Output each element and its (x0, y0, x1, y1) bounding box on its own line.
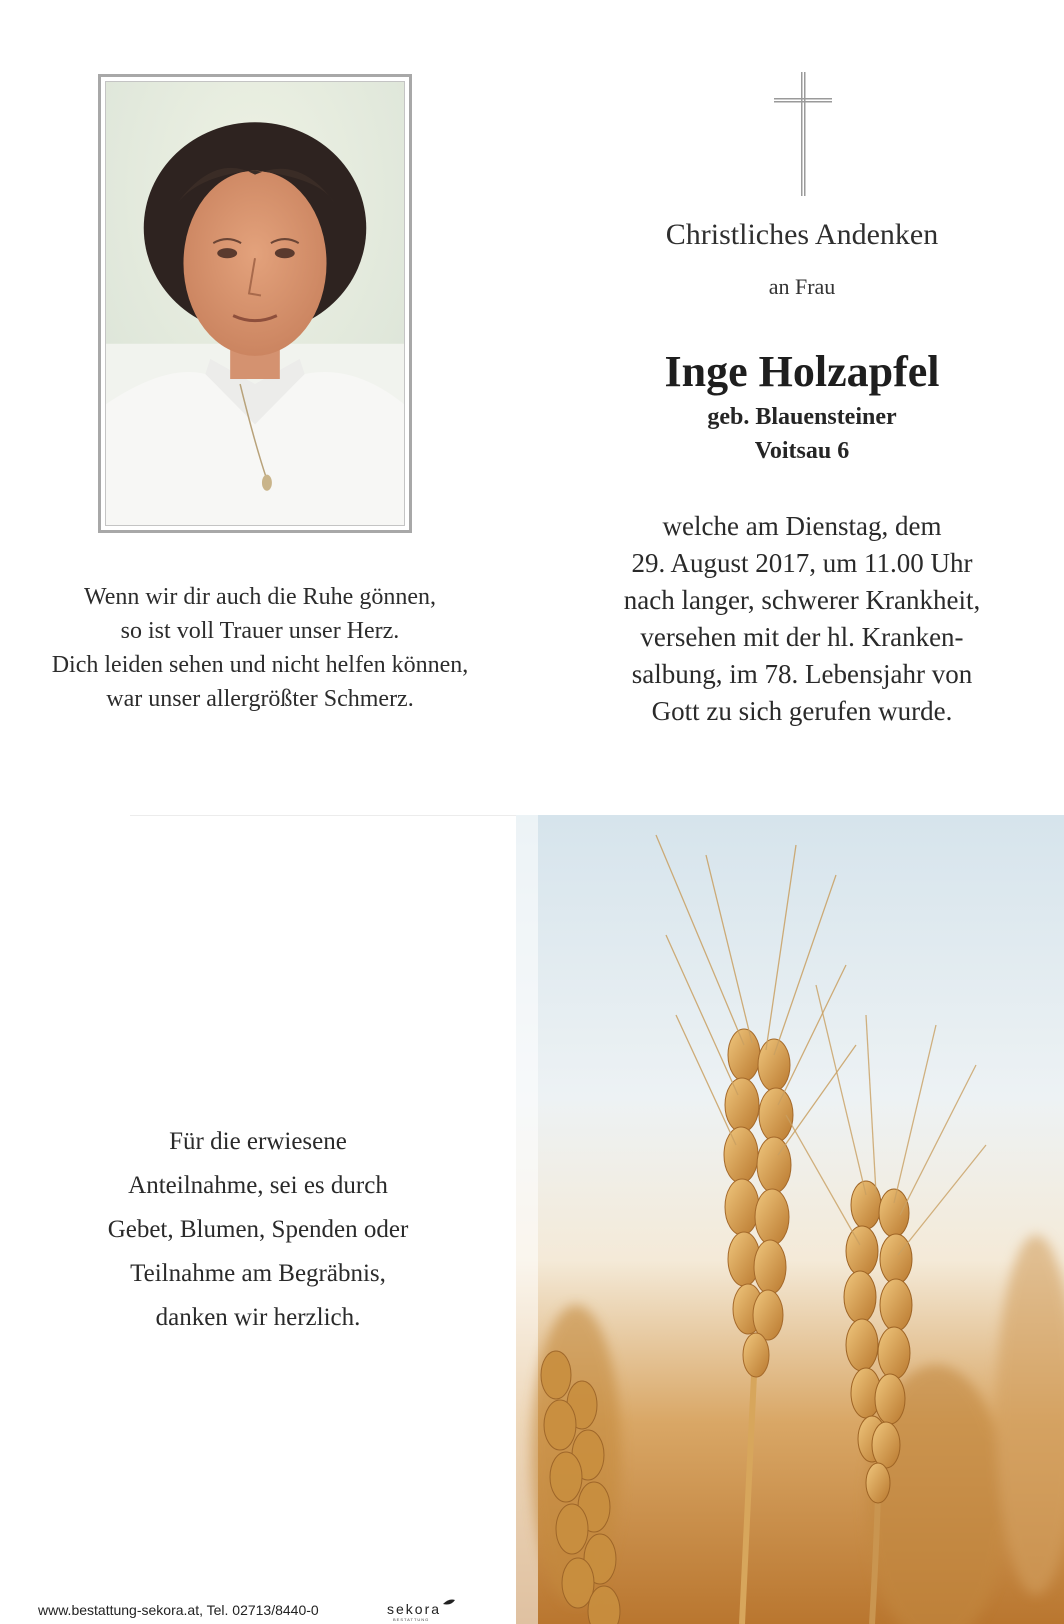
poem-line: war unser allergrößter Schmerz. (106, 686, 414, 712)
notice-line: welche am Dienstag, dem (662, 511, 942, 541)
leaf-icon (443, 1600, 455, 1605)
card-back-right (516, 815, 1064, 1624)
card-front-right (540, 0, 1064, 815)
card-front-left (0, 0, 540, 815)
thanks-line: Für die erwiesene (169, 1128, 347, 1155)
sekora-logo (385, 1598, 457, 1622)
salutation: an Frau (768, 274, 836, 299)
card-back-left (0, 815, 516, 1624)
thanks-line: Gebet, Blumen, Spenden oder (107, 1216, 409, 1243)
portrait-photo-icon (106, 82, 404, 525)
portrait-frame (98, 74, 412, 533)
thanks-line: danken wir herzlich. (155, 1304, 361, 1331)
logo-text: sekora (387, 1601, 442, 1617)
poem-line: so ist voll Trauer unser Herz. (120, 618, 400, 644)
poem (0, 580, 520, 716)
deceased-address: Voitsau 6 (754, 438, 850, 464)
death-notice (540, 508, 1064, 730)
maiden-name: geb. Blauensteiner (707, 404, 897, 430)
memorial-heading: Christliches Andenken (665, 218, 939, 251)
footer-contact: www.bestattung-sekora.at, Tel. 02713/8440-0 (38, 1602, 319, 1618)
notice-line: salbung, im 78. Lebensjahr von (631, 659, 973, 689)
notice-line: Gott zu sich gerufen wurde. (651, 696, 953, 726)
thanks-line: Teilnahme am Begräbnis, (130, 1260, 386, 1287)
wheat-photo-icon (516, 815, 1064, 1624)
thanks-text (0, 1120, 516, 1340)
thanks-line: Anteilnahme, sei es durch (128, 1172, 388, 1199)
notice-line: 29. August 2017, um 11.00 Uhr (631, 548, 973, 578)
notice-line: versehen mit der hl. Kranken- (640, 622, 964, 652)
poem-line: Wenn wir dir auch die Ruhe gönnen, (84, 584, 436, 610)
logo-subtext: BESTATTUNG (393, 1617, 430, 1622)
cross-icon (772, 70, 834, 198)
poem-line: Dich leiden sehen und nicht helfen können, (51, 652, 469, 678)
notice-line: nach langer, schwerer Krankheit, (623, 585, 981, 615)
deceased-name: Inge Holzapfel (664, 347, 940, 396)
